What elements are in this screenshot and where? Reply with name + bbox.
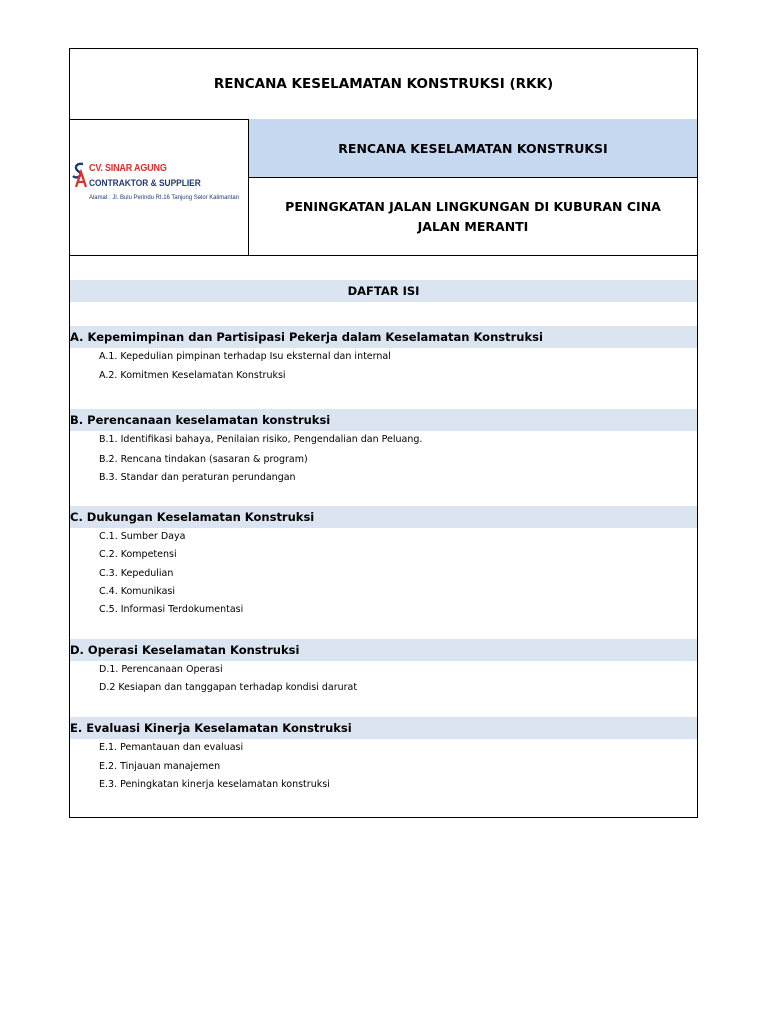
toc-item: A.2. Komitmen Keselamatan Konstruksi	[99, 370, 286, 381]
toc-item: B.1. Identifikasi bahaya, Penilaian risiko, Pengendalian dan Peluang.	[99, 434, 423, 445]
document-title: RENCANA KESELAMATAN KONSTRUKSI (RKK)	[70, 49, 697, 120]
company-name: CV. SINAR AGUNG	[89, 163, 167, 174]
toc-item: D.2 Kesiapan dan tanggapan terhadap kondisi darurat	[99, 682, 358, 693]
toc-item: B.3. Standar dan peraturan perundangan	[99, 472, 296, 483]
toc-item: C.4. Komunikasi	[99, 586, 175, 597]
company-subtitle: CONTRAKTOR & SUPPLIER	[89, 178, 201, 189]
toc-item: B.2. Rencana tindakan (sasaran & program)	[99, 454, 308, 465]
toc-item: C.1. Sumber Daya	[99, 531, 186, 542]
toc-item: D.1. Perencanaan Operasi	[99, 664, 223, 675]
company-logo-icon	[72, 162, 88, 188]
company-logo-block	[70, 119, 249, 256]
document-frame	[69, 48, 698, 818]
toc-section-title: E. Evaluasi Kinerja Keselamatan Konstruksi	[70, 717, 697, 739]
toc-section-title: A. Kepemimpinan dan Partisipasi Pekerja dalam Keselamatan Konstruksi	[70, 326, 697, 348]
toc-section-title: C. Dukungan Keselamatan Konstruksi	[70, 506, 697, 528]
doc-title-cell: RENCANA KESELAMATAN KONSTRUKSI	[249, 119, 697, 178]
project-name-line-1: PENINGKATAN JALAN LINGKUNGAN DI KUBURAN CINA	[285, 198, 661, 214]
toc-heading: DAFTAR ISI	[70, 280, 697, 302]
toc-item: C.2. Kompetensi	[99, 549, 177, 560]
toc-item: E.2. Tinjauan manajemen	[99, 761, 221, 772]
project-name-cell	[249, 178, 697, 256]
toc-item: C.3. Kepedulian	[99, 568, 174, 579]
company-address: Alamat : Jl. Bulu Perindu Rt.16 Tanjung Selor Kalimantan	[89, 194, 239, 201]
toc-item: E.1. Pemantauan dan evaluasi	[99, 742, 244, 753]
toc-item: E.3. Peningkatan kinerja keselamatan konstruksi	[99, 779, 330, 790]
toc-section-title: D. Operasi Keselamatan Konstruksi	[70, 639, 697, 661]
project-name-line-2: JALAN MERANTI	[417, 218, 529, 234]
toc-section-title: B. Perencanaan keselamatan konstruksi	[70, 409, 697, 431]
toc-item: C.5. Informasi Terdokumentasi	[99, 604, 244, 615]
toc-item: A.1. Kepedulian pimpinan terhadap Isu eksternal dan internal	[99, 351, 391, 362]
